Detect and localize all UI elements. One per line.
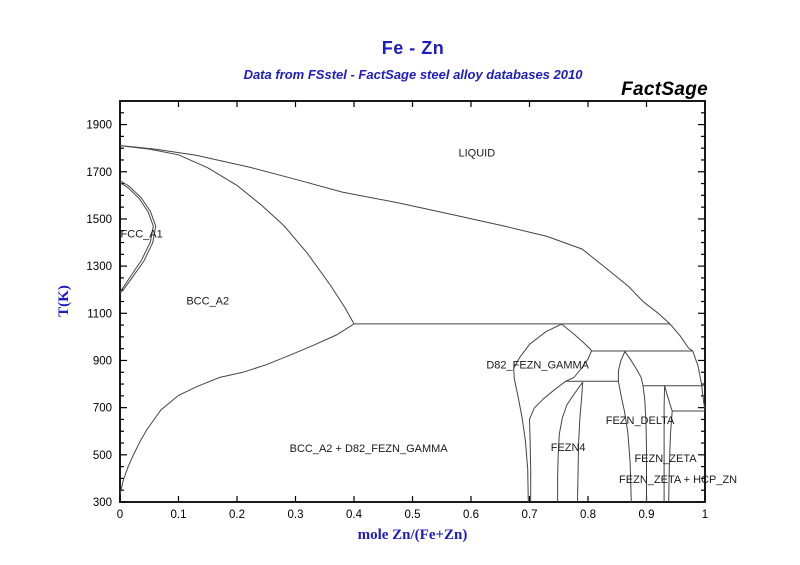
x-tick-label: 0.7	[521, 509, 538, 521]
y-tick-label: 300	[92, 497, 112, 509]
chart-title: Fe - Zn	[381, 38, 445, 58]
phase-label-bcc-a2-gamma: BCC_A2 + D82_FEZN_GAMMA	[289, 442, 448, 455]
y-tick-label: 1500	[86, 213, 112, 226]
y-tick-label: 1900	[86, 119, 112, 132]
y-tick-label: 1700	[86, 166, 112, 179]
y-tick-label: 500	[92, 449, 112, 462]
phase-label-fezn-zeta: FEZN_ZETA	[634, 453, 697, 466]
factsage-logo: FactSage	[621, 79, 708, 100]
y-axis-title: T(K)	[56, 285, 72, 317]
x-axis-title: mole Zn/(Fe+Zn)	[357, 527, 468, 543]
x-tick-label: 0.6	[463, 509, 479, 521]
y-tick-label: 700	[92, 402, 112, 415]
x-tick-label: 0.5	[404, 509, 421, 521]
x-tick-label: 0.2	[229, 509, 245, 521]
curve-gamma-right	[530, 324, 592, 502]
phase-label-fezn4: FEZN4	[550, 442, 586, 455]
phase-label-fezn-delta: FEZN_DELTA	[605, 415, 675, 428]
x-tick-label: 0.8	[580, 509, 596, 521]
y-tick-label: 1300	[86, 261, 112, 274]
x-tick-label: 0.1	[170, 509, 187, 521]
y-tick-label: 900	[92, 355, 112, 368]
curve-liquidus	[120, 146, 705, 410]
y-tick-label: 1100	[87, 308, 112, 321]
x-tick-label: 0.3	[287, 509, 304, 521]
phase-label-bcc-a2: BCC_A2	[186, 295, 230, 308]
x-tick-label: 0.9	[638, 509, 655, 521]
phase-label-liquid: LIQUID	[458, 147, 496, 160]
phase-label-fezn-zeta-hcp-zn: FEZN_ZETA + HCP_ZN	[619, 474, 738, 487]
x-tick-label: 0	[116, 509, 124, 521]
curve-bcc-solvus	[120, 324, 354, 494]
phase-label-fcc-a1: FCC_A1	[120, 228, 163, 241]
curve-gamma-left	[514, 324, 562, 502]
chart-subtitle: Data from FSstel - FactSage steel alloy databases 2010	[243, 67, 583, 82]
x-tick-label: 0.4	[346, 509, 362, 521]
phase-label-d82-fezn-gamma: D82_FEZN_GAMMA	[486, 359, 590, 372]
x-tick-label: 1	[701, 509, 709, 521]
